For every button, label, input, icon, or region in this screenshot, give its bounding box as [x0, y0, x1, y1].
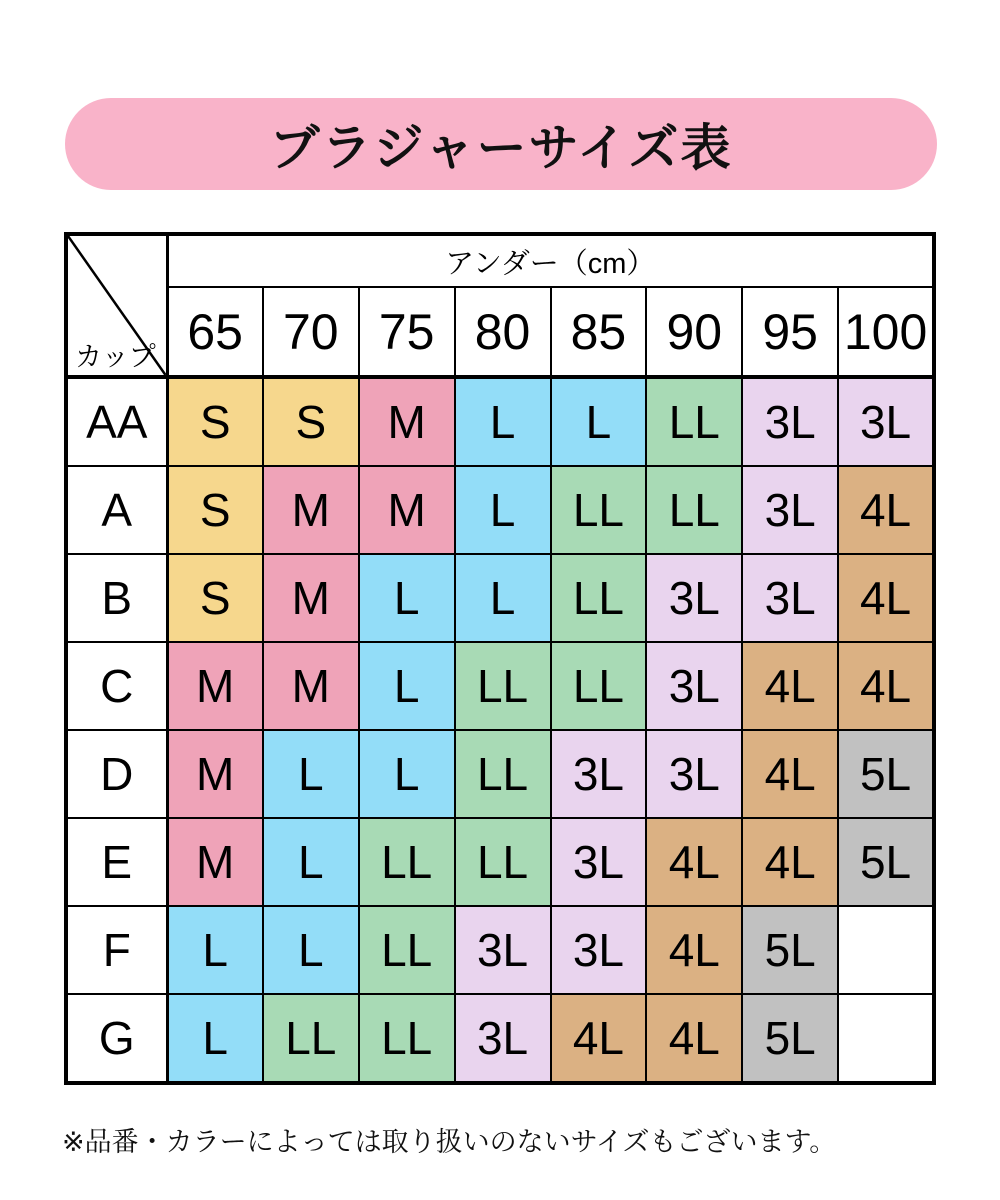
size-cell: M — [167, 818, 263, 906]
table-row — [66, 818, 934, 906]
size-cell: LL — [551, 642, 647, 730]
cup-row-header: A — [66, 466, 167, 554]
table-row — [66, 554, 934, 642]
size-cell: LL — [359, 994, 455, 1083]
size-cell: LL — [359, 818, 455, 906]
cup-row-header: G — [66, 994, 167, 1083]
size-cell: L — [263, 730, 359, 818]
size-cell: L — [455, 377, 551, 466]
size-cell: L — [455, 466, 551, 554]
empty-size-cell — [838, 906, 934, 994]
size-cell: LL — [455, 730, 551, 818]
size-cell: 4L — [838, 554, 934, 642]
size-cell: L — [359, 730, 455, 818]
size-cell: 3L — [838, 377, 934, 466]
size-cell: S — [167, 466, 263, 554]
size-cell: L — [263, 818, 359, 906]
size-cell: 5L — [742, 994, 838, 1083]
cup-row-header: E — [66, 818, 167, 906]
under-column-header: 95 — [742, 287, 838, 377]
size-table-body — [66, 377, 934, 1083]
size-cell: 4L — [646, 994, 742, 1083]
size-cell: 3L — [646, 642, 742, 730]
cup-row-header: C — [66, 642, 167, 730]
cup-row-header: D — [66, 730, 167, 818]
size-cell: 5L — [838, 818, 934, 906]
size-cell: 3L — [551, 818, 647, 906]
size-cell: 3L — [742, 377, 838, 466]
size-cell: M — [263, 554, 359, 642]
size-cell: L — [551, 377, 647, 466]
cup-row-header: AA — [66, 377, 167, 466]
size-cell: 3L — [646, 730, 742, 818]
size-cell: 4L — [646, 906, 742, 994]
size-cell: LL — [359, 906, 455, 994]
size-cell: 3L — [742, 466, 838, 554]
size-cell: 3L — [455, 994, 551, 1083]
size-cell: 5L — [838, 730, 934, 818]
size-cell: M — [359, 377, 455, 466]
size-cell: M — [359, 466, 455, 554]
size-cell: 4L — [551, 994, 647, 1083]
empty-size-cell — [838, 994, 934, 1083]
size-cell: LL — [455, 818, 551, 906]
bra-size-table — [64, 232, 936, 1085]
size-cell: 4L — [646, 818, 742, 906]
size-cell: 3L — [455, 906, 551, 994]
size-cell: S — [167, 377, 263, 466]
under-label-row — [66, 234, 934, 287]
table-row — [66, 466, 934, 554]
size-cell: L — [167, 994, 263, 1083]
size-cell: 5L — [742, 906, 838, 994]
page-title: ブラジャーサイズ表 — [269, 120, 733, 176]
under-column-header: 100 — [838, 287, 934, 377]
size-cell: LL — [646, 377, 742, 466]
under-column-header: 80 — [455, 287, 551, 377]
table-row — [66, 642, 934, 730]
size-cell: LL — [646, 466, 742, 554]
under-column-header: 90 — [646, 287, 742, 377]
size-cell: L — [455, 554, 551, 642]
size-cell: 4L — [838, 642, 934, 730]
under-columns-row — [66, 287, 934, 377]
title-banner — [65, 98, 937, 190]
size-cell: M — [263, 642, 359, 730]
size-cell: LL — [551, 466, 647, 554]
under-column-header: 70 — [263, 287, 359, 377]
size-cell: M — [263, 466, 359, 554]
under-column-header: 85 — [551, 287, 647, 377]
size-cell: 3L — [646, 554, 742, 642]
size-cell: LL — [263, 994, 359, 1083]
cup-row-header: B — [66, 554, 167, 642]
size-cell: L — [167, 906, 263, 994]
size-cell: 4L — [742, 642, 838, 730]
under-column-header: 65 — [167, 287, 263, 377]
under-axis-label: アンダー（cm） — [167, 234, 934, 287]
size-cell: L — [359, 642, 455, 730]
size-cell: 3L — [551, 906, 647, 994]
size-cell: M — [167, 642, 263, 730]
size-cell: 3L — [742, 554, 838, 642]
size-cell: L — [263, 906, 359, 994]
footnote: ※品番・カラーによっては取り扱いのないサイズもございます。 — [62, 1127, 837, 1157]
size-cell: 4L — [742, 818, 838, 906]
size-cell: S — [263, 377, 359, 466]
table-row — [66, 994, 934, 1083]
under-column-header: 75 — [359, 287, 455, 377]
size-cell: 3L — [551, 730, 647, 818]
corner-cell — [66, 234, 167, 377]
cup-row-header: F — [66, 906, 167, 994]
table-row — [66, 730, 934, 818]
size-cell: M — [167, 730, 263, 818]
size-cell: S — [167, 554, 263, 642]
size-cell: LL — [455, 642, 551, 730]
size-cell: LL — [551, 554, 647, 642]
table-row — [66, 377, 934, 466]
cup-axis-label: カップ — [75, 342, 156, 372]
size-cell: 4L — [742, 730, 838, 818]
size-cell: L — [359, 554, 455, 642]
size-cell: 4L — [838, 466, 934, 554]
table-row — [66, 906, 934, 994]
